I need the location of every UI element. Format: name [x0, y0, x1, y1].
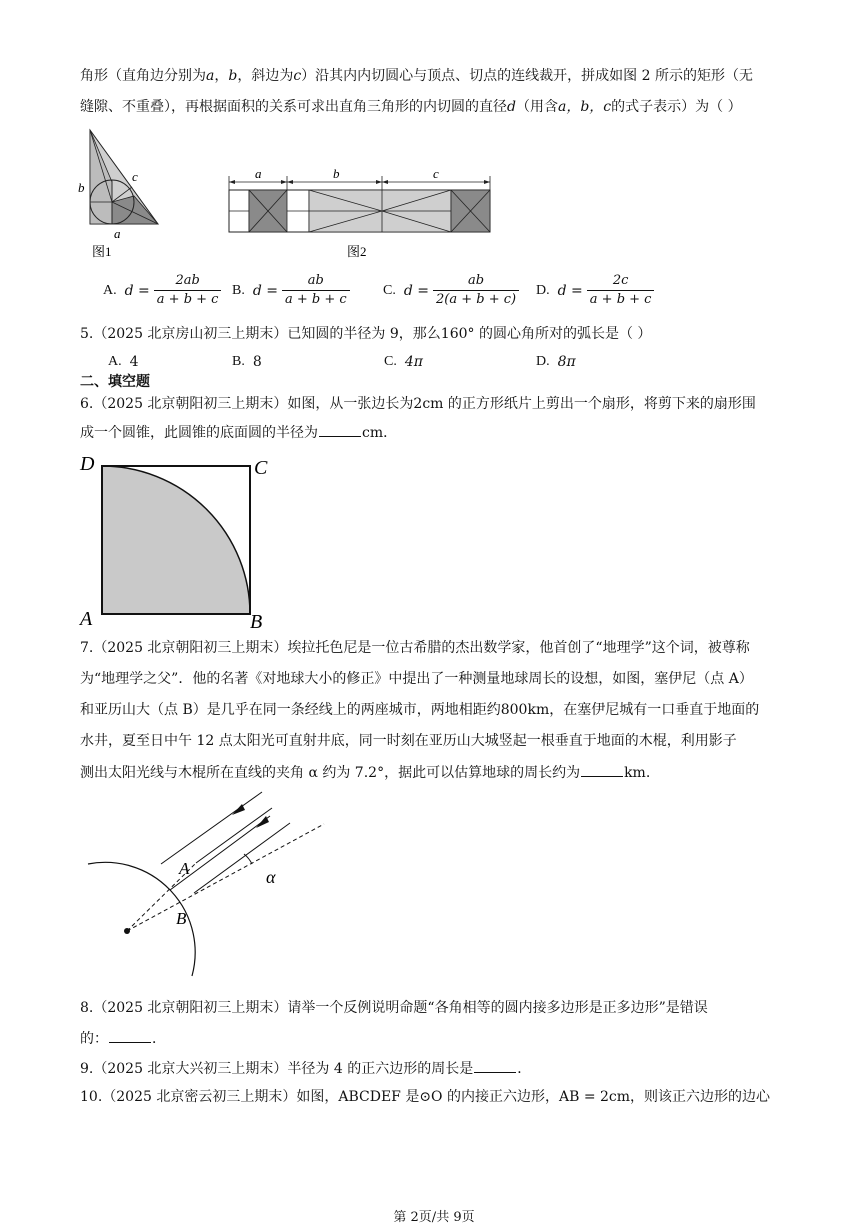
fig2-label-b: b [333, 166, 340, 181]
q7-line-5 [80, 762, 650, 783]
numerator: 2c [612, 273, 629, 288]
fig2-label-a: a [255, 166, 262, 181]
var-a: a [206, 68, 215, 84]
q9-line [80, 1058, 531, 1079]
numerator: 2ab [175, 273, 200, 288]
q4-line-2 [80, 97, 742, 117]
q4-vars: a，b，c [557, 99, 612, 115]
q8-text: ． [152, 1031, 166, 1047]
q5-text: 5.（2025 北京房山初三上期末）已知圆的半径为 9，那么160° 的圆心角所对的弧长是（ ） [80, 326, 652, 342]
label-a: A [179, 859, 190, 878]
q7-line-2: 为“地理学之父”．他的名著《对地球大小的修正》中提出了一种测量地球周长的设想，如图，塞伊尼（点 A） [80, 671, 753, 687]
option-label: B. [232, 282, 245, 298]
q8-text: 的： [80, 1031, 108, 1047]
q5-option-c[interactable] [384, 354, 423, 370]
label-b: B [250, 611, 263, 632]
answer-blank[interactable] [319, 422, 361, 437]
option-value: 4 [129, 354, 139, 370]
option-lhs: d = [557, 282, 583, 299]
denominator: a + b + c [587, 290, 655, 308]
label-a: A [80, 608, 93, 630]
option-label: B. [232, 354, 245, 369]
q4-text: 的式子表示）为（ ） [611, 99, 742, 115]
page-footer: 第 2页/共 9页 [393, 1210, 475, 1225]
fig2-label-c: c [433, 166, 439, 181]
q5-option-a[interactable] [108, 354, 139, 370]
q7-text: 测出太阳光线与木棍所在直线的夹角 α 约为 7.2°，据此可以估算地球的周长约为 [80, 765, 581, 781]
q4-text: ， [214, 68, 229, 84]
option-label: A. [108, 354, 122, 369]
fig1-label-b: b [78, 180, 85, 195]
q8-line-2 [80, 1028, 166, 1049]
q6-line-1: 6.（2025 北京朝阳初三上期末）如图，从一张边长为2cm 的正方形纸片上剪出一个扇形，将剪下来的扇形围 [80, 396, 756, 412]
q9-text: ． [517, 1061, 532, 1077]
fig2-caption: 图2 [347, 244, 367, 259]
option-label: D. [536, 354, 550, 369]
label-alpha: α [266, 867, 276, 887]
option-label: C. [383, 282, 396, 298]
answer-blank[interactable] [109, 1028, 151, 1043]
fraction [282, 273, 350, 308]
label-b: B [176, 909, 187, 928]
q7-figure [84, 786, 334, 986]
label-c: C [254, 457, 268, 479]
fraction [154, 273, 222, 308]
option-value: 4π [404, 354, 423, 370]
q4-text: 角形（直角边分别为 [80, 68, 206, 84]
fraction [587, 273, 655, 308]
numerator: ab [468, 273, 485, 288]
answer-blank[interactable] [474, 1058, 516, 1073]
q8-line-1: 8.（2025 北京朝阳初三上期末）请举一个反例说明命题“各角相等的圆内接多边形是正多边形”是错误 [80, 1000, 708, 1016]
q7-text: km. [624, 765, 651, 781]
q4-text: 缝隙、不重叠），再根据面积的关系可求出直角三角形的内切圆的直径 [80, 99, 507, 115]
q4-option-d[interactable] [536, 273, 654, 308]
q4-option-b[interactable] [232, 273, 350, 308]
fig1-caption: 图1 [92, 244, 112, 259]
option-label: C. [384, 354, 397, 369]
var-d: d [507, 99, 516, 115]
q4-figure-1 [70, 124, 170, 264]
answer-blank[interactable] [581, 762, 623, 777]
q7-line-3: 和亚历山大（点 B）是几乎在同一条经线上的两座城市，两地相距约800km，在塞伊尼城有一口垂直于地面的 [80, 702, 760, 718]
var-b: b [228, 68, 238, 84]
q10-line: 10.（2025 北京密云初三上期末）如图，ABCDEF 是⊙O 的内接正六边形，AB = 2cm，则该正六边形的边心 [80, 1089, 771, 1105]
q4-option-c[interactable] [383, 273, 519, 308]
denominator: a + b + c [282, 290, 350, 308]
q5-option-d[interactable] [536, 354, 576, 370]
q5-option-b[interactable] [232, 354, 262, 370]
option-lhs: d = [403, 282, 429, 299]
q6-line-2 [80, 422, 397, 443]
q7-line-4: 水井，夏至日中午 12 点太阳光可直射井底，同一时刻在亚历山大城竖起一根垂直于地面的木棍，利用影子 [80, 733, 737, 749]
fraction [433, 273, 519, 308]
numerator: ab [307, 273, 324, 288]
option-value: 8 [252, 354, 262, 370]
label-d: D [80, 453, 95, 475]
q4-text: （用含 [515, 99, 558, 115]
q7-line-1: 7.（2025 北京朝阳初三上期末）埃拉托色尼是一位古希腊的杰出数学家，他首创了“地理学”这个词，被尊称 [80, 640, 750, 656]
q4-option-a[interactable] [103, 273, 221, 308]
q4-text: ）沿其内内切圆心与顶点、切点的连线裁开，拼成如图 2 所示的矩形（无 [301, 68, 753, 84]
q4-figure-2 [222, 164, 498, 262]
var-c: c [293, 68, 302, 84]
section-heading: 二、填空题 [80, 374, 150, 390]
q6-figure [76, 448, 276, 632]
option-lhs: d = [124, 282, 150, 299]
option-label: D. [536, 282, 550, 298]
fig1-label-a: a [114, 226, 121, 241]
q4-text: ，斜边为 [237, 68, 294, 84]
denominator: 2(a + b + c) [433, 290, 519, 308]
q4-line-1 [80, 66, 753, 86]
q6-text: cm． [362, 425, 398, 441]
option-value: 8π [557, 354, 576, 370]
option-lhs: d = [252, 282, 278, 299]
fig1-label-c: c [132, 169, 138, 184]
q9-text: 9.（2025 北京大兴初三上期末）半径为 4 的正六边形的周长是 [80, 1061, 474, 1077]
option-label: A. [103, 282, 117, 298]
q6-text: 成一个圆锥，此圆锥的底面圆的半径为 [80, 425, 318, 441]
denominator: a + b + c [154, 290, 222, 308]
